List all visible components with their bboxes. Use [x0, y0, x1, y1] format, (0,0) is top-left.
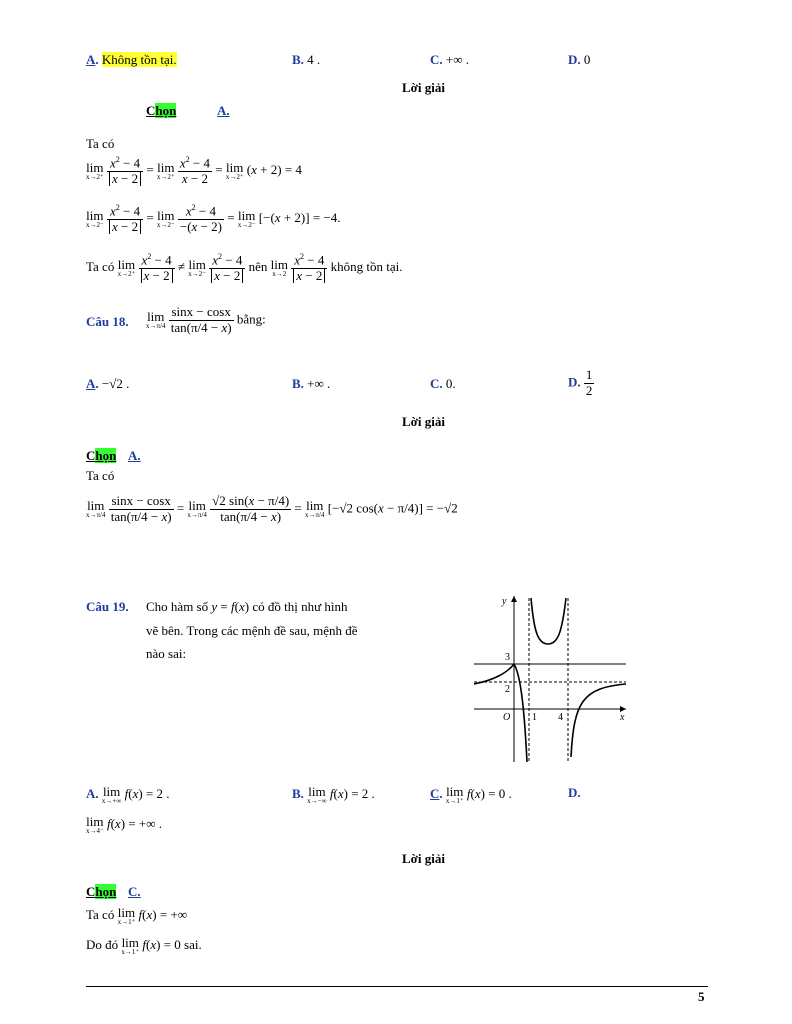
q18-option-c: C. 0.: [430, 376, 456, 391]
q19-stem-line1: Cho hàm số y = f(x) có đồ thị như hình: [146, 599, 348, 614]
q17-option-a: A. Không tồn tại.: [86, 52, 177, 67]
q18-label: Câu 18.: [86, 314, 129, 329]
q17-equation-2: lim x→2⁻ $\frac{x^2 - 4}{x - 2}$ = lim x→2⁻ $\frac{x^2 - 4}{-(x - 2)}$ = lim x→2⁻ [−(x + 2)] = −4.: [86, 203, 341, 235]
q17-equation-3: Ta có lim x→2⁺ $\frac{x^2 - 4}{x - 2}$ ≠ lim x→2⁻ $\frac{x^2 - 4}{x - 2}$ nên lim x→2 $\frac{x^2 - 4}{x - 2}$ không tồn tại.: [86, 252, 403, 284]
q19-solution-line1: Ta có lim x→1⁺ f(x) = +∞: [86, 905, 188, 926]
q18-option-a: A. −√2 .: [86, 376, 130, 391]
q18-ta-co: Ta có: [86, 468, 115, 483]
q17-ta-co: Ta có: [86, 136, 115, 151]
q17-solution-heading: Lời giải: [402, 80, 445, 95]
graph-label-3: 3: [505, 652, 510, 663]
q19-option-b: B. lim x→−∞ f(x) = 2 .: [292, 784, 375, 805]
q19-graph: [470, 592, 630, 764]
q19-solution-heading: Lời giải: [402, 851, 445, 866]
q19-solution-line2: Do đó lim x→1⁺ f(x) = 0 sai.: [86, 935, 202, 956]
q19-stem-line3: nào sai:: [146, 646, 187, 661]
graph-label-origin: O: [503, 712, 511, 723]
graph-label-4: 4: [558, 712, 563, 723]
q19-choice: C.: [128, 884, 141, 899]
q19-option-d-content: lim x→4⁻ f(x) = +∞ .: [86, 814, 162, 835]
q17-chon: Chọn: [146, 103, 177, 118]
curve-middle-branch: [531, 598, 566, 644]
q17-option-c: C. +∞ .: [430, 52, 469, 67]
q17-option-d: D. 0: [568, 52, 591, 67]
q17-choice: A.: [217, 103, 230, 118]
footer-divider: [86, 986, 708, 987]
q18-option-d: D. $\frac{1}{2}$: [568, 367, 593, 398]
curve-right-branch: [571, 684, 626, 757]
q19-option-a: A. lim x→+∞ f(x) = 2 .: [86, 784, 170, 805]
q18-stem: lim x→π/4 $\frac{\sin x - \cos x}{\tan(\pi/4 - x)}$ bằng:: [146, 304, 266, 335]
page-number: 5: [698, 989, 705, 1004]
q18-solution-heading: Lời giải: [402, 414, 445, 429]
q18-chon: Chọn: [86, 448, 117, 463]
graph-label-2: 2: [505, 684, 510, 695]
graph-label-x: x: [620, 712, 625, 723]
y-axis-arrow-icon: [511, 596, 517, 602]
q19-label: Câu 19.: [86, 599, 129, 614]
q18-choice: A.: [128, 448, 141, 463]
q18-equation: lim x→π/4 $\frac{\sin x - \cos x}{\tan(\pi/4 - x)}$ = lim x→π/4 $\frac{√2 \sin(x - \pi/4)}{\tan(\pi/4 - x)}$ = lim x→π/4 [−√2 cos(x − π/4)] = −√2: [86, 493, 458, 524]
graph-label-y: y: [502, 596, 507, 607]
q19-option-d: D.: [568, 785, 581, 800]
graph-label-1: 1: [532, 712, 537, 723]
curve-left-branch: [474, 664, 527, 762]
q17-equation-1: lim x→2⁺ $\frac{x^2 - 4}{x - 2}$ = lim x→2⁺ $\frac{x^2 - 4}{x - 2}$ = lim x→2⁺ (x + 2) = 4: [86, 155, 302, 187]
q17-option-b: B. 4 .: [292, 52, 321, 67]
q19-chon: Chọn: [86, 884, 117, 899]
q19-option-c: C. lim x→1⁺ f(x) = 0 .: [430, 784, 512, 805]
q19-stem-line2: vẽ bên. Trong các mệnh đề sau, mệnh đề: [146, 623, 358, 638]
q18-option-b: B. +∞ .: [292, 376, 331, 391]
